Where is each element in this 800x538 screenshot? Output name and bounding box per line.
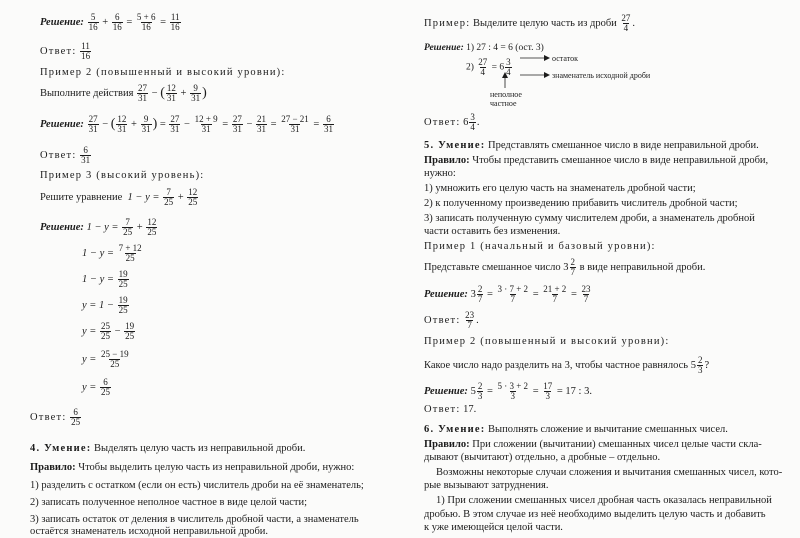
annotation-arrows	[402, 0, 800, 120]
equation-lhs: 1 − y =	[127, 191, 160, 203]
rule-4	[30, 462, 354, 474]
paragraph-1-line-2: рые вызывают затруднения.	[424, 480, 549, 491]
example-2-title: Пример 2 (повышенный и высокий уровни):	[40, 67, 286, 78]
step-number: 2)	[466, 62, 474, 73]
fraction: $\frac{11}{16}$	[81, 41, 91, 61]
fraction: $\frac{23}{7}$	[465, 310, 475, 330]
rule-label: Правило:	[424, 439, 470, 450]
fraction: $\frac{27}{4}$	[621, 13, 631, 33]
fraction: $\frac{2}{3}$	[697, 355, 703, 375]
task-text-2: в виде неправильной дроби.	[579, 261, 706, 273]
fraction: $\frac{9}{31}$	[141, 114, 151, 134]
skill-5-heading	[424, 140, 759, 152]
solution-label: Решение:	[40, 16, 84, 28]
task-text: Какое число надо разделить на 3, чтобы частное равнялось	[424, 359, 689, 371]
fraction: $\frac{6}{31}$	[323, 114, 333, 134]
rule-5-item-3: 3) записать полученную сумму числителем дроби, а знаменатель дробной	[424, 213, 755, 224]
fraction: $\frac{17}{3}$	[543, 381, 553, 401]
annotation-denominator: знаменатель исходной дроби	[552, 71, 651, 80]
whole-part: 5	[690, 359, 696, 371]
equation-lhs: 1 − y =	[82, 273, 114, 285]
rule-label: Правило:	[424, 155, 470, 166]
fraction: $\frac{6}{16}$	[112, 12, 122, 32]
fraction: $\frac{12}{31}$	[166, 83, 176, 103]
equation-lhs: y = 1 −	[82, 299, 114, 311]
rule-5	[424, 155, 768, 167]
paragraph-1-line-1: Возможны некоторые случаи сложения и вычитания смешанных чисел, кото-	[436, 467, 783, 478]
solution-step-3	[82, 270, 130, 289]
example-text: Выделите целую часть из дроби	[472, 17, 617, 29]
example-title: Пример: Выделите целую часть из дроби $\frac{27}{4}$ .	[424, 13, 636, 33]
fraction: $\frac{5}{16}$	[88, 12, 98, 32]
example-2-task: Выполните действия $\frac{27}{31}$ − ( $\frac{12}{31}$ + $\frac{9}{31}$ )	[40, 83, 207, 103]
fraction: $\frac{7 + 12}{25}$	[118, 243, 142, 263]
fraction: $\frac{27 - 21}{31}$	[281, 114, 309, 134]
task-text: Решите уравнение	[40, 191, 123, 203]
fraction: $\frac{12}{25}$	[147, 217, 157, 237]
solution-step-2	[82, 244, 144, 263]
example-label: Пример:	[424, 17, 471, 29]
equation-lhs: y =	[82, 381, 97, 393]
annotation-quotient-1: неполное	[490, 90, 522, 99]
solution-label: Решение:	[40, 221, 84, 233]
fraction: $\frac{5 + 6}{16}$	[136, 12, 156, 32]
answer-label: Ответ:	[424, 116, 461, 128]
question-mark: ?	[704, 359, 710, 371]
rule-6-cont: дывают (вычитают) отдельно, а дробные – отдельно.	[424, 452, 661, 463]
solution-step-4	[82, 296, 130, 315]
example-3-title: Пример 3 (высокий уровень):	[40, 170, 205, 181]
answer-line-1	[40, 42, 92, 61]
paragraph-2-line-1: 1) При сложении смешанных чисел дробная часть оказалась неправильной	[436, 495, 772, 506]
skill-4-heading	[30, 443, 305, 455]
skill-title: 5. Умение:	[424, 140, 486, 151]
answer-label: Ответ:	[424, 314, 461, 326]
solution-tail: = 17 : 3.	[556, 385, 592, 397]
fraction: $\frac{12}{25}$	[188, 187, 198, 207]
solution-line-5: Решение: 3 $\frac{2}{7}$ = $\frac{3 \cdot 7 + 2}{7}$ = $\frac{21 + 2}{7}$ = $\frac{23}{7}$	[424, 284, 591, 304]
equation-lhs: 1 − y =	[86, 221, 119, 233]
whole-part: 6	[463, 116, 469, 128]
whole-part: 5	[470, 385, 476, 397]
solution-step-7	[82, 378, 112, 397]
rule-5-cont: нужно:	[424, 168, 456, 179]
rule-5-item-3-cont: части оставить без изменения.	[424, 226, 561, 237]
skill-title: 6. Умение:	[424, 424, 486, 435]
fraction: $\frac{7}{25}$	[123, 217, 133, 237]
fraction: $\frac{6}{25}$	[101, 377, 110, 397]
solution-step-5: y = $\frac{25}{25}$ − $\frac{19}{25}$	[82, 321, 135, 341]
answer-line-5: Ответ: $\frac{23}{7}$ .	[424, 310, 479, 330]
fraction: $\frac{25}{25}$	[101, 321, 110, 341]
solution-line-1: Решение: $\frac{5}{16}$ + $\frac{6}{16}$ = $\frac{5 + 6}{16}$ = $\frac{11}{16}$	[40, 12, 180, 32]
rule-6	[424, 439, 762, 451]
answer-label: Ответ:	[424, 404, 461, 415]
rule-5-item-1: 1) умножить его целую часть на знаменатель дробной части;	[424, 183, 696, 194]
fraction: $\frac{12}{31}$	[117, 114, 127, 134]
answer-line-6	[424, 404, 476, 416]
fraction: $\frac{21 + 2}{7}$	[543, 284, 567, 304]
fraction: $\frac{11}{16}$	[170, 12, 180, 32]
rule-label: Правило:	[30, 462, 76, 473]
answer-label: Ответ:	[40, 149, 77, 161]
solution-step-1: Решение: 1 − y = $\frac{7}{25}$ + $\frac{12}{25}$	[40, 217, 157, 237]
fraction: $\frac{3 \cdot 7 + 2}{7}$	[497, 284, 529, 304]
equals-text: = 6	[491, 62, 505, 73]
paragraph-2-line-3: к уже имеющейся целой части.	[424, 522, 563, 533]
skill-6-heading	[424, 424, 728, 436]
solution-label: Решение:	[424, 288, 468, 300]
example-1-title: Пример 1 (начальный и базовый уровни):	[424, 241, 656, 252]
fraction: $\frac{19}{25}$	[118, 295, 128, 315]
task-text: Представьте смешанное число	[424, 261, 561, 273]
skill-text: Выполнять сложение и вычитание смешанных чисел.	[488, 424, 728, 435]
answer-line-2	[40, 146, 92, 165]
fraction: $\frac{19}{25}$	[118, 269, 128, 289]
fraction: $\frac{2}{7}$	[477, 284, 483, 304]
solution-label: Решение:	[40, 118, 84, 130]
skill-text: Представлять смешанное число в виде неправильной дроби.	[488, 140, 759, 151]
fraction: $\frac{6}{25}$	[71, 407, 81, 427]
solution-line-2: Решение: $\frac{27}{31}$ − ( $\frac{12}{31}$ + $\frac{9}{31}$ ) = $\frac{27}{31}$ − $\frac{12 + 9}{31}$ = $\frac{27}{31}$ − $\frac{21}{31}$ = $\frac{27 - 21}{31}$ = $\frac{6}{31}$	[40, 114, 333, 134]
example-2-title: Пример 2 (повышенный и высокий уровни):	[424, 336, 670, 347]
whole-part: 3	[563, 261, 569, 273]
answer-value: 17.	[463, 404, 477, 415]
fraction: $\frac{27}{31}$	[170, 114, 180, 134]
fraction: $\frac{12 + 9}{31}$	[194, 114, 218, 134]
task-text: Выполните действия	[40, 87, 134, 99]
step-text: 1) 27 : 4 = 6 (ост. 3)	[466, 43, 544, 53]
rule-text: При сложении (вычитании) смешанных чисел целые части скла-	[472, 439, 762, 450]
solution-line-6: Решение: 5 $\frac{2}{3}$ = $\frac{5 \cdot 3 + 2}{3}$ = $\frac{17}{3}$ = 17 : 3.	[424, 381, 592, 401]
fraction: $\frac{23}{7}$	[581, 284, 591, 304]
fraction: $\frac{2}{3}$	[477, 381, 483, 401]
fraction: $\frac{3}{4}$	[470, 112, 475, 132]
fraction: $\frac{6}{31}$	[81, 145, 91, 165]
fraction: $\frac{27}{4}$	[478, 57, 488, 77]
solution-step-6	[82, 350, 131, 369]
fraction: $\frac{5 \cdot 3 + 2}{3}$	[497, 381, 529, 401]
rule-text: Чтобы представить смешанное число в виде неправильной дроби,	[472, 155, 769, 166]
rule-4-item-1: 1) разделить с остатком (если он есть) числитель дроби на её знаменатель;	[30, 480, 364, 491]
fraction: $\frac{21}{31}$	[257, 114, 267, 134]
answer-line: Ответ: 6 $\frac{3}{4}$ .	[424, 112, 480, 132]
answer-label: Ответ:	[40, 45, 77, 57]
skill-text: Выделять целую часть из неправильной дроби.	[94, 443, 306, 454]
annotation-quotient-2: частное	[490, 99, 517, 108]
rule-text: Чтобы выделить целую часть из неправильной дроби, нужно:	[78, 462, 355, 473]
fraction: $\frac{2}{7}$	[570, 257, 575, 277]
rule-5-item-2: 2) к полученному произведению прибавить числитель дробной части;	[424, 198, 738, 209]
fraction: $\frac{27}{31}$	[138, 83, 148, 103]
solution-label: Решение:	[424, 43, 464, 53]
example-1-task	[424, 258, 705, 277]
rule-4-item-2: 2) записать полученное неполное частное в виде целой части;	[30, 497, 308, 508]
answer-label: Ответ:	[30, 411, 67, 423]
fraction: $\frac{19}{25}$	[125, 321, 135, 341]
rule-4-item-3-cont: остаётся знаменатель исходной неправильной дроби.	[30, 526, 269, 537]
right-page	[402, 0, 800, 538]
equation-lhs: y =	[82, 353, 97, 365]
answer-line-3	[30, 408, 82, 427]
fraction: $\frac{9}{31}$	[191, 83, 201, 103]
solution-label: Решение:	[424, 385, 468, 397]
skill-title: 4. Умение:	[30, 443, 92, 454]
annotation-remainder: остаток	[552, 54, 578, 63]
fraction: $\frac{27}{31}$	[232, 114, 242, 134]
paragraph-2-line-2: дробью. В этом случае из неё необходимо выделить целую часть и добавить	[424, 509, 766, 520]
whole-part: 3	[470, 288, 476, 300]
fraction: $\frac{7}{25}$	[164, 187, 174, 207]
example-3-task: Решите уравнение 1 − y = $\frac{7}{25}$ + $\frac{12}{25}$	[40, 187, 198, 207]
fraction: $\frac{3}{4}$	[506, 57, 511, 77]
equation-lhs: 1 − y =	[82, 247, 114, 259]
example-2-task	[424, 356, 709, 375]
rule-4-item-3: 3) записать остаток от деления в числитель дробной части, а знаменатель	[30, 514, 359, 525]
left-page	[0, 0, 398, 538]
equation-lhs: y =	[82, 325, 97, 337]
fraction: $\frac{27}{31}$	[88, 114, 98, 134]
fraction: $\frac{25 - 19}{25}$	[101, 349, 129, 369]
